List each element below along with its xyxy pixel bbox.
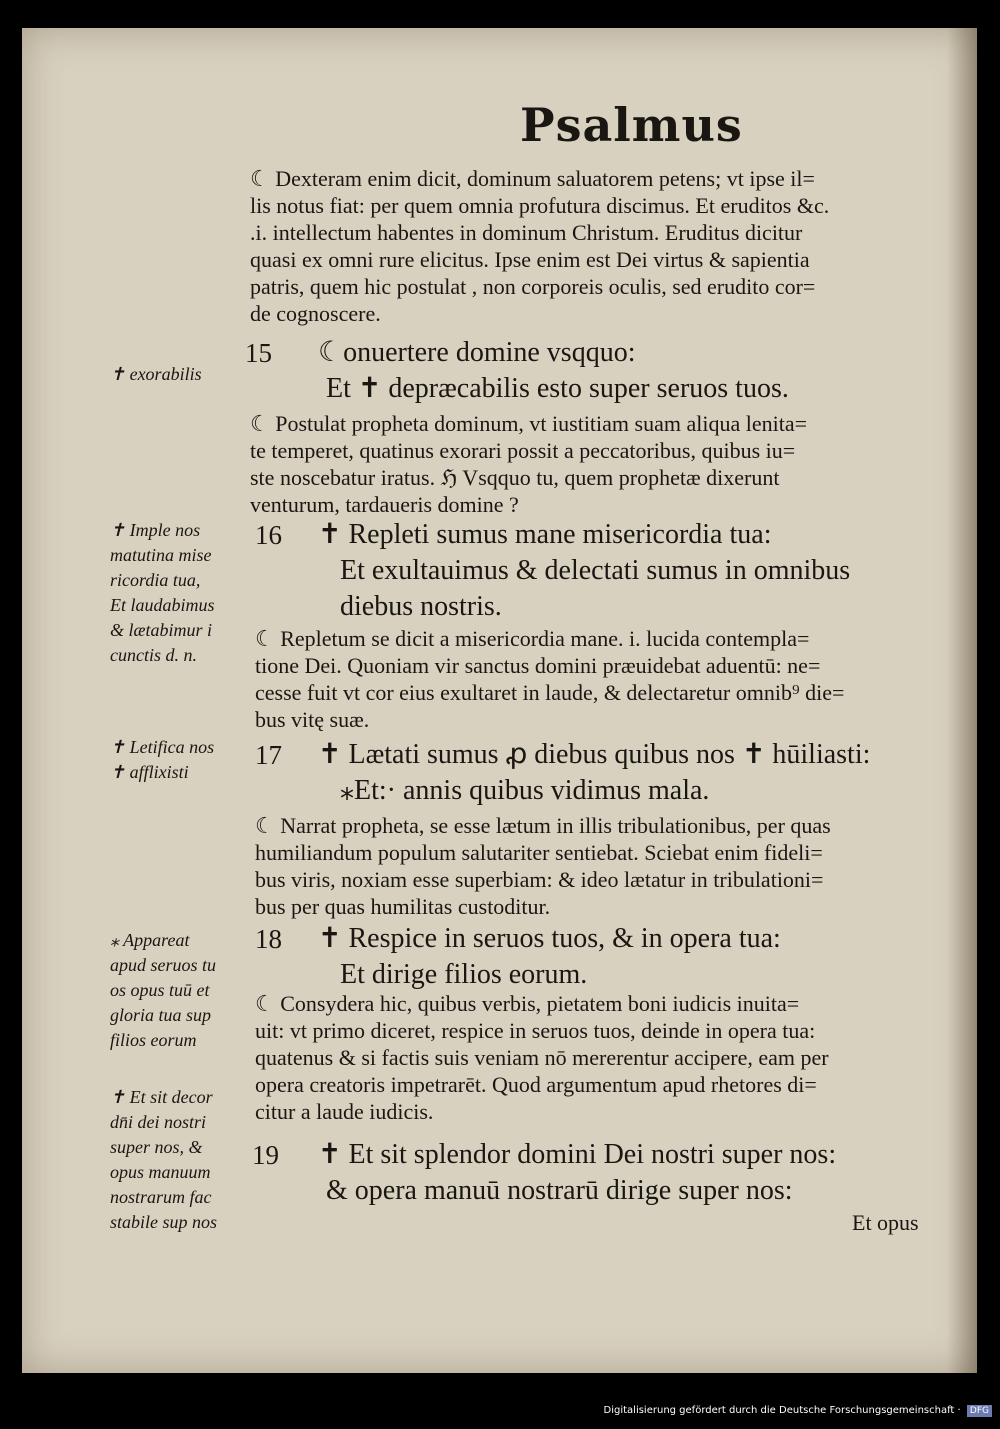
margin-line: & lætabimur i [110, 620, 213, 640]
verse-line: ✝ Repleti sumus mane misericordia tua: [318, 519, 772, 550]
margin-line: super nos, & [110, 1137, 203, 1157]
margin-line: Et laudabimus [110, 595, 215, 615]
text-line: ☾ Postulat propheta dominum, vt iustitiam suam aliqua lenita= [250, 411, 808, 436]
margin-line: gloria tua sup [110, 1005, 212, 1025]
verse-line: ⁎Et:· annis quibus vidimus mala. [340, 775, 710, 806]
margin-note-letifica [110, 735, 245, 785]
verse-19 [318, 1137, 836, 1209]
margin-line: ⁎ Appareat [110, 930, 190, 950]
verse-line: Et exultauimus & delectati sumus in omnibus [340, 555, 851, 586]
text-line: quatenus & si factis suis veniam nō mererentur accipere, eam per [255, 1045, 829, 1070]
margin-note-appareat [110, 928, 245, 1053]
footer-text: Digitalisierung gefördert durch die Deutsche Forschungsgemeinschaft · [603, 1405, 961, 1416]
margin-line: opus manuum [110, 1162, 211, 1182]
catchword: Et opus [852, 1210, 919, 1235]
running-head: Psalmus [520, 98, 743, 152]
text-line: bus viris, noxiam esse superbiam: & ideo lætatur in tribulationi= [255, 867, 824, 892]
margin-line: ✝ afflixisti [110, 762, 189, 782]
verse-number: 17 [255, 740, 282, 770]
text-line: citur a laude iudicis. [255, 1099, 434, 1124]
margin-line: stabile sup nos [110, 1212, 218, 1232]
commentary-block-17 [255, 812, 950, 920]
verse-16 [318, 517, 850, 625]
text-line: venturum, tardaueris domine ? [250, 492, 519, 517]
text-line: de cognoscere. [250, 301, 381, 326]
verse-line: & opera manuū nostrarū dirige super nos: [326, 1175, 793, 1206]
verse-number: 19 [252, 1140, 279, 1170]
verse-15 [318, 335, 789, 407]
verse-line: ✝ Lætati sumus ꝓ diebus quibus nos ✝ hūiliasti: [318, 739, 871, 770]
margin-note-decor [110, 1085, 245, 1235]
text-line: .i. intellectum habentes in dominum Christum. Eruditus dicitur [250, 220, 803, 245]
margin-line: matutina mise [110, 545, 212, 565]
margin-note-imple [110, 518, 245, 668]
text-line: humiliandum populum salutariter sentiebat. Sciebat enim fideli= [255, 840, 823, 865]
commentary-block-16 [255, 625, 950, 733]
text-line: ☾ Dexteram enim dicit, dominum saluatorem petens; vt ipse il= [250, 166, 815, 191]
margin-line: ✝ Et sit decor [110, 1087, 213, 1107]
margin-line: filios eorum [110, 1030, 197, 1050]
text-line: te temperet, quatinus exorari possit a peccatoribus, quibus iu= [250, 438, 796, 463]
verse-18 [318, 921, 781, 993]
verse-line: ☾onuertere domine vsqquo: [318, 337, 636, 368]
commentary-block-a [250, 165, 945, 327]
text-line: ste noscebatur iratus. ℌ Vsqquo tu, quem prophetæ dixerunt [250, 465, 780, 490]
verse-number: 15 [245, 338, 272, 368]
margin-line: cunctis d. n. [110, 645, 197, 665]
margin-line: dn̄i dei nostri [110, 1112, 207, 1132]
verse-line: ✝ Respice in seruos tuos, & in opera tua: [318, 923, 781, 954]
verse-number: 16 [255, 520, 282, 550]
margin-line: ✝ exorabilis [110, 364, 202, 384]
text-line: lis notus fiat: per quem omnia profutura discimus. Et eruditos &c. [250, 193, 830, 218]
verse-17 [318, 737, 870, 809]
funding-footer [604, 1405, 992, 1417]
text-line: uit: vt primo diceret, respice in seruos tuos, deinde in opera tua: [255, 1018, 816, 1043]
margin-line: ✝ Letifica nos [110, 737, 215, 757]
text-line: tione Dei. Quoniam vir sanctus domini præuidebat aduentū: ne= [255, 653, 821, 678]
verse-line: ✝ Et sit splendor domini Dei nostri super nos: [318, 1139, 837, 1170]
verse-line: Et dirige filios eorum. [340, 959, 588, 990]
margin-line: os opus tuū et [110, 980, 210, 1000]
text-line: ☾ Repletum se dicit a misericordia mane. i. lucida contempla= [255, 626, 810, 651]
margin-line: apud seruos tu [110, 955, 217, 975]
margin-line: ✝ Imple nos [110, 520, 201, 540]
verse-line: Et ✝ depræcabilis esto super seruos tuos. [326, 373, 789, 404]
text-line: opera creatoris impetrarēt. Quod argumentum apud rhetores di= [255, 1072, 817, 1097]
binding-shadow [947, 28, 977, 1373]
text-line: bus vitę suæ. [255, 707, 370, 732]
text-line: patris, quem hic postulat , non corporeis oculis, sed erudito cor= [250, 274, 816, 299]
text-line: quasi ex omni rure elicitus. Ipse enim est Dei virtus & sapientia [250, 247, 810, 272]
commentary-block-15 [250, 410, 945, 518]
margin-line: nostrarum fac [110, 1187, 212, 1207]
text-line: ☾ Narrat propheta, se esse lætum in illis tribulationibus, per quas [255, 813, 831, 838]
text-line: bus per quas humilitas custoditur. [255, 894, 551, 919]
margin-note-exorabilis [110, 362, 245, 387]
text-line: cesse fuit vt cor eius exultaret in laude, & delectaretur omnib⁹ die= [255, 680, 845, 705]
text-line: ☾ Consydera hic, quibus verbis, pietatem boni iudicis inuita= [255, 991, 800, 1016]
margin-line: ricordia tua, [110, 570, 201, 590]
commentary-block-18 [255, 990, 950, 1125]
dfg-logo: DFG [967, 1405, 992, 1417]
verse-line: diebus nostris. [340, 591, 502, 622]
verse-number: 18 [255, 924, 282, 954]
